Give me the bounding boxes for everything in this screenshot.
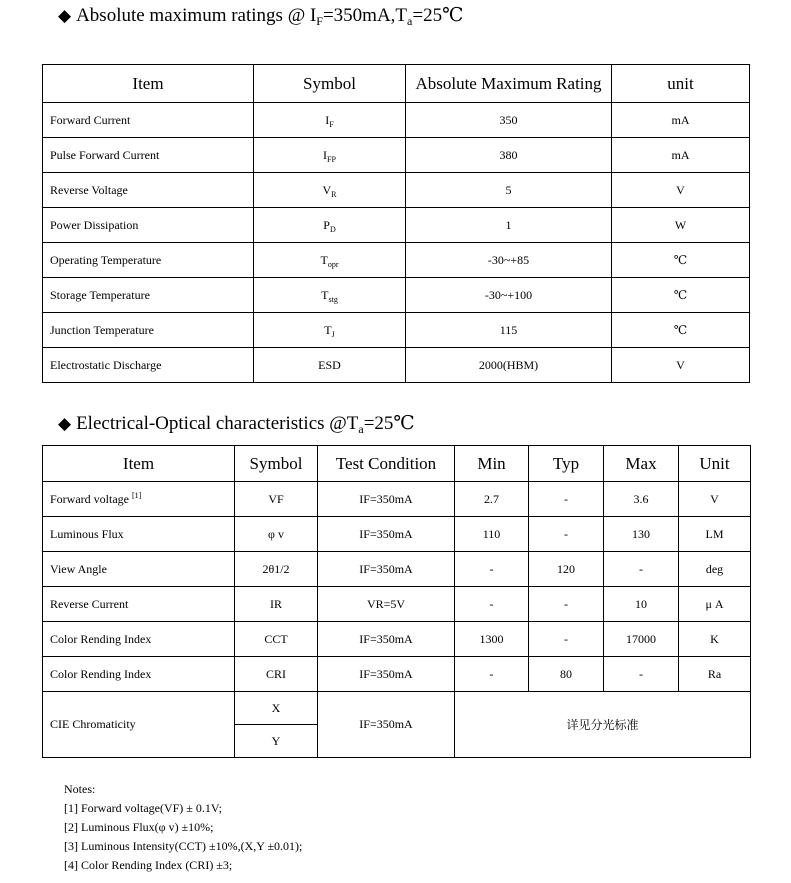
cell-unit: Ra bbox=[679, 657, 751, 692]
cell-item: Luminous Flux bbox=[43, 517, 235, 552]
cell-unit: deg bbox=[679, 552, 751, 587]
header-test-condition: Test Condition bbox=[318, 446, 455, 482]
notes-title: Notes: bbox=[64, 782, 96, 796]
table-header-row bbox=[43, 65, 750, 103]
electrical-optical-table bbox=[42, 445, 751, 758]
cell-unit: V bbox=[612, 348, 750, 383]
table-row bbox=[43, 173, 750, 208]
table-row bbox=[43, 208, 750, 243]
cell-unit: μ A bbox=[679, 587, 751, 622]
heading-text: =25℃ bbox=[412, 5, 464, 26]
cell-unit: K bbox=[679, 622, 751, 657]
cell-value: 5 bbox=[406, 173, 612, 208]
table-row bbox=[43, 657, 751, 692]
cell-value: -30~+100 bbox=[406, 278, 612, 313]
cell-item: Electrostatic Discharge bbox=[43, 348, 254, 383]
note-line: [3] Luminous Intensity(CCT) ±10%,(X,Y ±0.01); bbox=[64, 839, 303, 853]
note-line: [1] Forward voltage(VF) ± 0.1V; bbox=[64, 801, 222, 815]
cell-typ: 80 bbox=[529, 657, 604, 692]
cell-unit: LM bbox=[679, 517, 751, 552]
table-row bbox=[43, 552, 751, 587]
cell-item: View Angle bbox=[43, 552, 235, 587]
cell-symbol: CCT bbox=[235, 622, 318, 657]
heading-subscript: a bbox=[358, 422, 364, 436]
diamond-bullet-icon: ◆ bbox=[58, 414, 72, 434]
header-min: Min bbox=[455, 446, 529, 482]
cell-item: Forward voltage [1] bbox=[43, 482, 235, 517]
cell-item: Reverse Current bbox=[43, 587, 235, 622]
header-unit: Unit bbox=[679, 446, 751, 482]
cell-unit: mA bbox=[612, 103, 750, 138]
heading-text: =25℃ bbox=[363, 413, 415, 434]
cell-condition: IF=350mA bbox=[318, 657, 455, 692]
header-symbol: Symbol bbox=[254, 65, 406, 103]
cell-min: 2.7 bbox=[455, 482, 529, 517]
cell-typ: 120 bbox=[529, 552, 604, 587]
cell-symbol: 2θ1/2 bbox=[235, 552, 318, 587]
cell-typ: - bbox=[529, 517, 604, 552]
cell-condition: IF=350mA bbox=[318, 517, 455, 552]
cell-value: 115 bbox=[406, 313, 612, 348]
cell-symbol: $I_{FP}$ bbox=[254, 138, 406, 173]
cell-symbol: ESD bbox=[254, 348, 406, 383]
cell-symbol: IR bbox=[235, 587, 318, 622]
cell-condition: IF=350mA bbox=[318, 482, 455, 517]
table-row bbox=[43, 138, 750, 173]
notes-section bbox=[64, 780, 302, 875]
cell-symbol: $T_{opr}$ bbox=[254, 243, 406, 278]
table-row bbox=[43, 517, 751, 552]
header-item: Item bbox=[43, 446, 235, 482]
cell-unit: V bbox=[679, 482, 751, 517]
cell-max: - bbox=[604, 552, 679, 587]
heading-text: =350mA,T bbox=[322, 5, 408, 26]
note-line: [4] Color Rending Index (CRI) ±3; bbox=[64, 858, 233, 872]
table-row bbox=[43, 692, 751, 725]
cell-condition: IF=350mA bbox=[318, 622, 455, 657]
cell-unit: W bbox=[612, 208, 750, 243]
cell-symbol: φ v bbox=[235, 517, 318, 552]
cell-item: Operating Temperature bbox=[43, 243, 254, 278]
table-row bbox=[43, 482, 751, 517]
note-line: [2] Luminous Flux(φ v) ±10%; bbox=[64, 820, 214, 834]
cell-min: - bbox=[455, 587, 529, 622]
cell-symbol: VF bbox=[235, 482, 318, 517]
cell-symbol: $T_{stg}$ bbox=[254, 278, 406, 313]
absolute-max-ratings-table bbox=[42, 64, 750, 383]
header-typ: Typ bbox=[529, 446, 604, 482]
table-row bbox=[43, 243, 750, 278]
heading-subscript: F bbox=[316, 14, 323, 28]
cell-max: 10 bbox=[604, 587, 679, 622]
header-max: Max bbox=[604, 446, 679, 482]
cell-max: 130 bbox=[604, 517, 679, 552]
cell-value: 1 bbox=[406, 208, 612, 243]
cell-min: - bbox=[455, 657, 529, 692]
cell-max: - bbox=[604, 657, 679, 692]
cell-item: CIE Chromaticity bbox=[43, 692, 235, 758]
header-item: Item bbox=[43, 65, 254, 103]
electrical-optical-heading bbox=[58, 412, 415, 435]
cell-item: Forward Current bbox=[43, 103, 254, 138]
table-row bbox=[43, 587, 751, 622]
cell-item: Reverse Voltage bbox=[43, 173, 254, 208]
cell-symbol-y: Y bbox=[235, 725, 318, 758]
cell-typ: - bbox=[529, 587, 604, 622]
cell-cie-value: 详见分光标准 bbox=[455, 692, 751, 758]
heading-text: Absolute maximum ratings @ I bbox=[76, 5, 317, 26]
cell-typ: - bbox=[529, 482, 604, 517]
cell-item: Power Dissipation bbox=[43, 208, 254, 243]
cell-value: -30~+85 bbox=[406, 243, 612, 278]
cell-unit: V bbox=[612, 173, 750, 208]
cell-value: 350 bbox=[406, 103, 612, 138]
cell-unit: ℃ bbox=[612, 243, 750, 278]
cell-min: 110 bbox=[455, 517, 529, 552]
cell-min: 1300 bbox=[455, 622, 529, 657]
cell-condition: VR=5V bbox=[318, 587, 455, 622]
cell-max: 17000 bbox=[604, 622, 679, 657]
cell-condition: IF=350mA bbox=[318, 692, 455, 758]
cell-min: - bbox=[455, 552, 529, 587]
cell-unit: ℃ bbox=[612, 313, 750, 348]
cell-item: Color Rending Index bbox=[43, 657, 235, 692]
cell-symbol: $P_D$ bbox=[254, 208, 406, 243]
table-row bbox=[43, 278, 750, 313]
table-header-row bbox=[43, 446, 751, 482]
heading-text: Electrical-Optical characteristics @T bbox=[76, 413, 359, 434]
cell-symbol: $V_R$ bbox=[254, 173, 406, 208]
heading-subscript: a bbox=[407, 14, 413, 28]
header-rating: Absolute Maximum Rating bbox=[406, 65, 612, 103]
cell-item: Junction Temperature bbox=[43, 313, 254, 348]
cell-unit: mA bbox=[612, 138, 750, 173]
cell-condition: IF=350mA bbox=[318, 552, 455, 587]
cell-item: Color Rending Index bbox=[43, 622, 235, 657]
cell-symbol: $I_F$ bbox=[254, 103, 406, 138]
cell-value: 380 bbox=[406, 138, 612, 173]
cell-symbol: CRI bbox=[235, 657, 318, 692]
cell-typ: - bbox=[529, 622, 604, 657]
cell-max: 3.6 bbox=[604, 482, 679, 517]
table-row bbox=[43, 348, 750, 383]
cell-item: Pulse Forward Current bbox=[43, 138, 254, 173]
table-row bbox=[43, 313, 750, 348]
header-symbol: Symbol bbox=[235, 446, 318, 482]
cell-unit: ℃ bbox=[612, 278, 750, 313]
table-row bbox=[43, 103, 750, 138]
absolute-max-ratings-heading bbox=[58, 4, 463, 27]
cell-symbol: $T_J$ bbox=[254, 313, 406, 348]
cell-item: Storage Temperature bbox=[43, 278, 254, 313]
header-unit: unit bbox=[612, 65, 750, 103]
cell-symbol-x: X bbox=[235, 692, 318, 725]
table-row bbox=[43, 622, 751, 657]
cell-value: 2000(HBM) bbox=[406, 348, 612, 383]
diamond-bullet-icon: ◆ bbox=[58, 6, 72, 26]
